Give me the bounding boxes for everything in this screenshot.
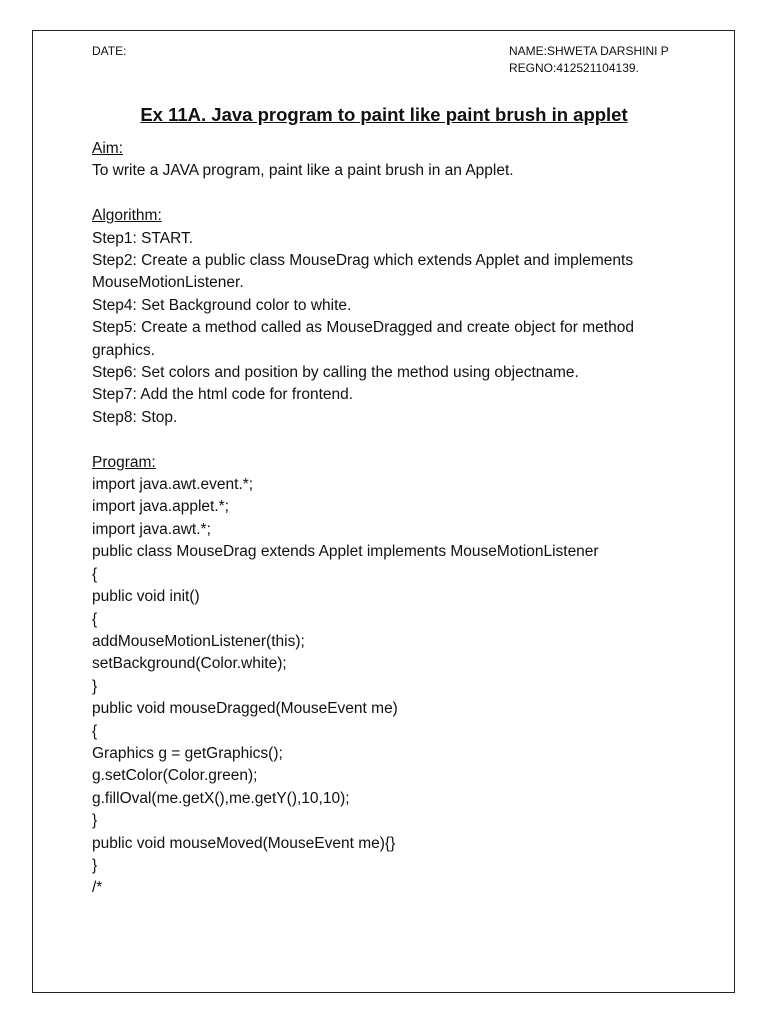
- code-line: public void mouseMoved(MouseEvent me){}: [92, 834, 396, 852]
- code-line: public void init(): [92, 588, 200, 606]
- regno-value: 412521104139.: [556, 61, 639, 75]
- algorithm-heading: Algorithm:: [92, 207, 162, 225]
- algorithm-step: Step4: Set Background color to white.: [92, 296, 352, 314]
- code-line: public void mouseDragged(MouseEvent me): [92, 700, 398, 718]
- name-label: NAME:: [509, 44, 548, 58]
- code-line: import java.awt.event.*;: [92, 476, 254, 494]
- algorithm-step: Step5: Create a method called as MouseDragged and create object for method: [92, 319, 634, 337]
- code-line: setBackground(Color.white);: [92, 655, 287, 673]
- document-body: [92, 138, 692, 900]
- algorithm-step: Step7: Add the html code for frontend.: [92, 386, 354, 404]
- name-line: [509, 43, 669, 59]
- code-line: {: [92, 610, 98, 628]
- code-line: }: [92, 677, 98, 695]
- regno-label: REGNO:: [509, 61, 557, 75]
- code-line: /*: [92, 879, 103, 897]
- algorithm-step: MouseMotionListener.: [92, 274, 244, 292]
- code-line: addMouseMotionListener(this);: [92, 632, 305, 650]
- aim-heading: Aim:: [92, 140, 123, 157]
- code-line: g.fillOval(me.getX(),me.getY(),10,10);: [92, 789, 350, 807]
- name-value: SHWETA DARSHINI P: [547, 44, 669, 58]
- algorithm-step: Step2: Create a public class MouseDrag which extends Applet and implements: [92, 252, 634, 270]
- code-line: g.setColor(Color.green);: [92, 767, 258, 785]
- algorithm-step: graphics.: [92, 341, 155, 359]
- code-line: public class MouseDrag extends Applet implements MouseMotionListener: [92, 543, 599, 561]
- date-label: DATE:: [92, 44, 127, 58]
- code-line: }: [92, 812, 98, 830]
- code-line: import java.awt.*;: [92, 520, 211, 538]
- aim-text: To write a JAVA program, paint like a paint brush in an Applet.: [92, 162, 514, 180]
- code-line: }: [92, 856, 98, 874]
- code-line: Graphics g = getGraphics();: [92, 744, 283, 762]
- code-line: {: [92, 722, 98, 740]
- code-line: {: [92, 565, 98, 583]
- program-heading: Program:: [92, 453, 156, 471]
- code-line: import java.applet.*;: [92, 498, 229, 516]
- page-title: Ex 11A. Java program to paint like paint brush in applet: [140, 104, 628, 125]
- blank-line: [92, 183, 692, 205]
- blank-line: [92, 429, 692, 451]
- algorithm-step: Step8: Stop.: [92, 408, 178, 426]
- regno-line: [509, 60, 639, 76]
- algorithm-step: Step1: START.: [92, 229, 194, 247]
- algorithm-step: Step6: Set colors and position by calling the method using objectname.: [92, 364, 579, 382]
